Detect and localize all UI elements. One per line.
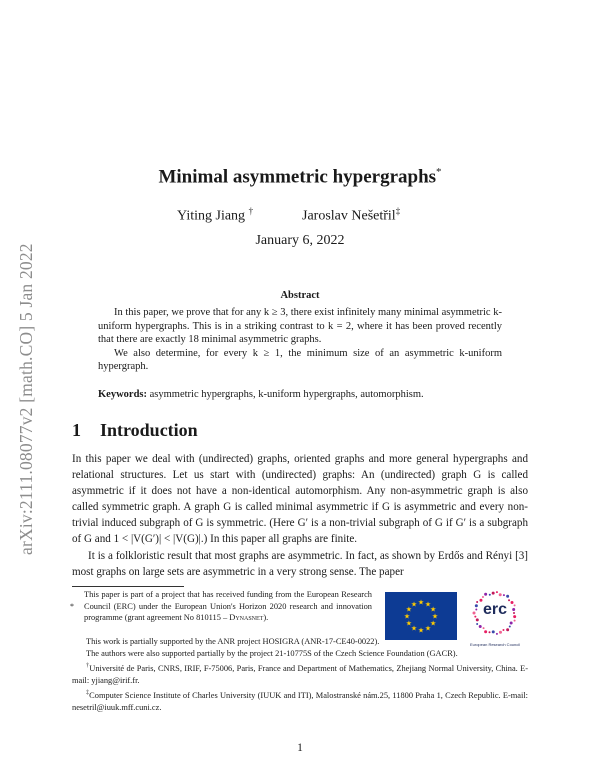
eu-star-icon: ★: [410, 600, 418, 609]
erc-dot: [514, 604, 516, 606]
page-number: 1: [297, 742, 303, 754]
funding-project-name: Dynasnet: [229, 613, 264, 622]
erc-dot: [509, 625, 511, 627]
erc-dot: [499, 593, 502, 596]
section-title: Introduction: [100, 420, 198, 440]
erc-dot: [476, 618, 479, 621]
footnote-ddagger-mark: ‡: [86, 690, 90, 697]
footnote-dagger-text: Université de Paris, CNRS, IRIF, F-75006, Paris, France and Department of Mathematics, Zhejiang Normal University, China. E-mail: yjiang@irif.fr.: [72, 663, 529, 685]
erc-logo-subtext: European Research Council: [469, 642, 521, 647]
erc-dot: [496, 591, 498, 593]
eu-star-icon: ★: [417, 598, 425, 607]
eu-star-icon: ★: [431, 612, 439, 621]
arxiv-stamp[interactable]: arXiv:2111.08077v2 [math.CO] 5 Jan 2022: [16, 243, 36, 555]
intro-paragraph-1: In this paper we deal with (undirected) graphs, oriented graphs and more general hypergraphs and relational structures. Let us start with (undirected) graphs: An (undirected) graph G is called asymmetric if it does not have a non-identical automorphism. Any non-asymmetric graph is also called symmetric graph. A graph G is called minimal asymmetric if G is asymmetric and every non-trivial induced subgraph of G is symmetric. (Here G′ is a non-trivial subgraph of G if G′ is a subgraph of G and 1 < |V(G′)| < |V(G)|.) In this paper all graphs are finite.: [72, 453, 528, 546]
eu-star-icon: ★: [403, 612, 411, 621]
keywords: [98, 389, 502, 400]
eu-star-icon: ★: [405, 605, 413, 614]
erc-dot: [479, 625, 482, 628]
abstract-body: [98, 306, 502, 374]
footnotes-rest: [72, 636, 528, 713]
erc-dot: [476, 623, 478, 625]
author-2: [302, 206, 400, 225]
footnote-anr: This work is partially supported by the ANR project HOSIGRA (ANR-17-CE40-0022).: [86, 637, 380, 646]
footnote-dagger-mark: †: [86, 663, 90, 670]
footnote-funding-text: [72, 589, 372, 624]
erc-dot: [476, 601, 478, 603]
abstract-heading: Abstract: [280, 290, 320, 301]
footnote-ddagger: [72, 688, 528, 713]
erc-dot: [506, 595, 509, 598]
author-2-mark: ‡: [395, 206, 401, 216]
erc-dot: [508, 599, 510, 601]
footnote-ddagger-text: Computer Science Institute of Charles University (IUUK and ITI), Malostranské nám.25, 11800 Praha 1, Czech Republic. E-mail: nesetril@iuuk.mff.cuni.cz.: [72, 690, 529, 712]
erc-dot: [512, 608, 515, 611]
eu-flag-logo: [385, 592, 457, 640]
erc-dot: [482, 596, 484, 598]
erc-dot: [484, 630, 487, 633]
erc-dot: [510, 622, 513, 625]
erc-dot: [492, 630, 495, 633]
section-number: 1: [72, 420, 81, 440]
introduction-body: [72, 451, 528, 580]
eu-star-icon: ★: [417, 626, 425, 635]
erc-dot: [474, 616, 476, 618]
funding-text-end: ).: [263, 613, 269, 622]
footnote-star-mark: *: [70, 602, 74, 611]
eu-star-icon: ★: [429, 605, 437, 614]
erc-dot: [514, 620, 516, 622]
author-1-mark: †: [248, 206, 254, 216]
erc-dot: [489, 631, 491, 633]
paper-title: [0, 166, 600, 188]
keywords-label: Keywords:: [98, 389, 147, 400]
eu-star-icon: ★: [424, 624, 432, 633]
title-text: Minimal asymmetric hypergraphs: [158, 166, 437, 188]
erc-dot: [492, 592, 495, 595]
erc-dot: [483, 627, 485, 629]
footnote-rule: [72, 586, 184, 587]
erc-dot: [473, 612, 476, 615]
author-2-name: Jaroslav Nešetřil: [302, 208, 396, 224]
erc-dot: [499, 631, 502, 634]
abstract-paragraph-2: We also determine, for every k ≥ 1, the minimum size of an asymmetric k-uniform hypergraph.: [98, 347, 502, 372]
erc-logo-text: erc: [482, 601, 508, 618]
erc-dot: [513, 612, 515, 614]
paper-date: January 6, 2022: [255, 233, 345, 248]
footnote-czech: The authors were also supported partially by the project 21-10775S of the Czech Science Foundation (GACR).: [86, 648, 458, 658]
footnote-dagger: [72, 661, 528, 686]
erc-dot: [503, 594, 505, 596]
erc-dot: [475, 609, 477, 611]
funding-text: This paper is part of a project that has received funding from the European Research Council (ERC) under the European Union's Horizon 2020 research and innovation programme (grant agreement No 810115 –: [84, 590, 372, 622]
section-heading-introduction: [72, 420, 198, 441]
keywords-text: asymmetric hypergraphs, k-uniform hypergraphs, automorphism.: [149, 389, 424, 400]
eu-star-icon: ★: [424, 600, 432, 609]
eu-star-icon: ★: [410, 624, 418, 633]
erc-dot: [496, 633, 498, 635]
erc-dot: [511, 601, 514, 604]
abstract-paragraph-1: In this paper, we prove that for any k ≥ 3, there exist infinitely many minimal asymmetric k-uniform hypergraphs. This is in a striking contrast to k = 2, where it has been proved recently that there are exactly 18 minimal asymmetric graphs.: [98, 307, 502, 345]
erc-dot: [489, 594, 491, 596]
erc-dot: [502, 629, 504, 631]
erc-dot: [506, 628, 509, 631]
title-footnote-mark: *: [436, 166, 442, 178]
erc-dot: [484, 593, 487, 596]
author-1-name: Yiting Jiang: [177, 208, 246, 224]
eu-star-icon: ★: [429, 619, 437, 628]
intro-paragraph-2: It is a folkloristic result that most graphs are asymmetric. In fact, as shown by Erdős and Rényi [3] most graphs on large sets are asymmetric in a very strong sense. The paper: [72, 549, 528, 578]
author-1: [177, 206, 253, 225]
eu-star-icon: ★: [405, 619, 413, 628]
footnote-funding: [72, 589, 372, 624]
erc-dot: [475, 604, 478, 607]
erc-dot: [513, 615, 516, 618]
